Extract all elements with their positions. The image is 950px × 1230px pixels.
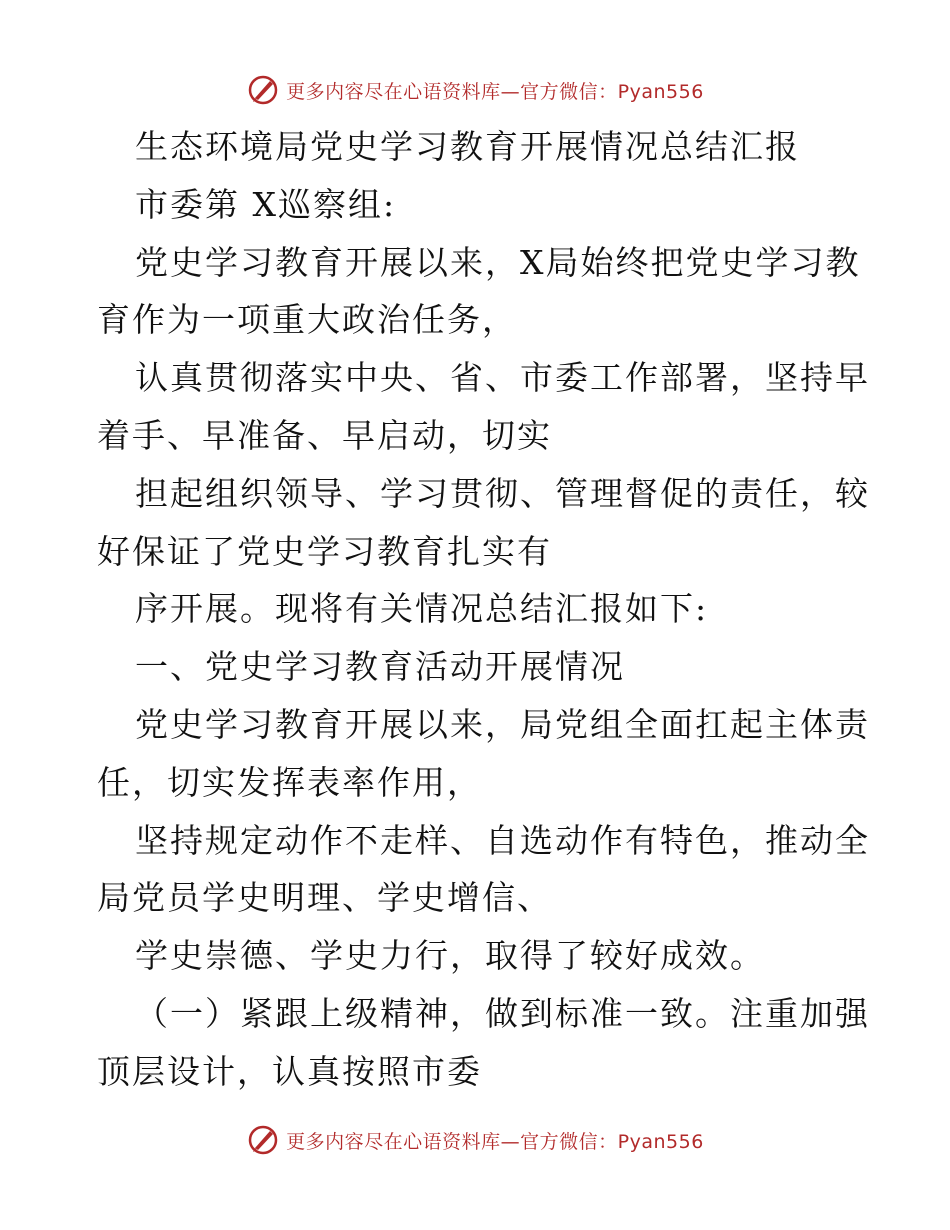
paragraph-line: 认真贯彻落实中央、省、市委工作部署，坚持早 xyxy=(135,358,870,398)
paragraph-line: 坚持规定动作不走样、自选动作有特色，推动全 xyxy=(135,820,870,860)
watermark-text: 更多内容尽在心语资料库—官方微信：Pyan556 xyxy=(286,1130,704,1153)
watermark-footer xyxy=(0,1120,950,1160)
paragraph-line: 学史崇德、学史力行，取得了较好成效。 xyxy=(135,936,765,976)
document-body xyxy=(97,118,870,1101)
subsection-heading: （一）紧跟上级精神，做到标准一致。注重加强 xyxy=(135,993,870,1033)
watermark-header xyxy=(0,70,950,110)
paragraph-line: 顶层设计，认真按照市委 xyxy=(97,1051,482,1091)
paragraph-line: 着手、早准备、早启动，切实 xyxy=(97,415,552,455)
watermark-text: 更多内容尽在心语资料库—官方微信：Pyan556 xyxy=(286,80,704,103)
paragraph-line: 任，切实发挥表率作用， xyxy=(97,762,482,802)
paragraph-line: 党史学习教育开展以来，局党组全面扛起主体责 xyxy=(135,704,870,744)
paragraph-line: 局党员学史明理、学史增信、 xyxy=(97,878,552,918)
paragraph-line: 序开展。现将有关情况总结汇报如下: xyxy=(135,589,709,629)
addressee: 市委第 X巡察组: xyxy=(135,184,397,224)
document-title: 生态环境局党史学习教育开展情况总结汇报 xyxy=(135,127,800,166)
paragraph-line: 育作为一项重大政治任务， xyxy=(97,300,517,340)
paragraph-line: 好保证了党史学习教育扎实有 xyxy=(97,531,552,571)
pen-logo-icon xyxy=(246,1123,280,1157)
paragraph-line: 担起组织领导、学习贯彻、管理督促的责任，较 xyxy=(135,473,870,513)
section-heading: 一、党史学习教育活动开展情况 xyxy=(135,647,625,687)
paragraph-line: 党史学习教育开展以来，X局始终把党史学习教 xyxy=(135,242,861,282)
pen-logo-icon xyxy=(246,73,280,107)
